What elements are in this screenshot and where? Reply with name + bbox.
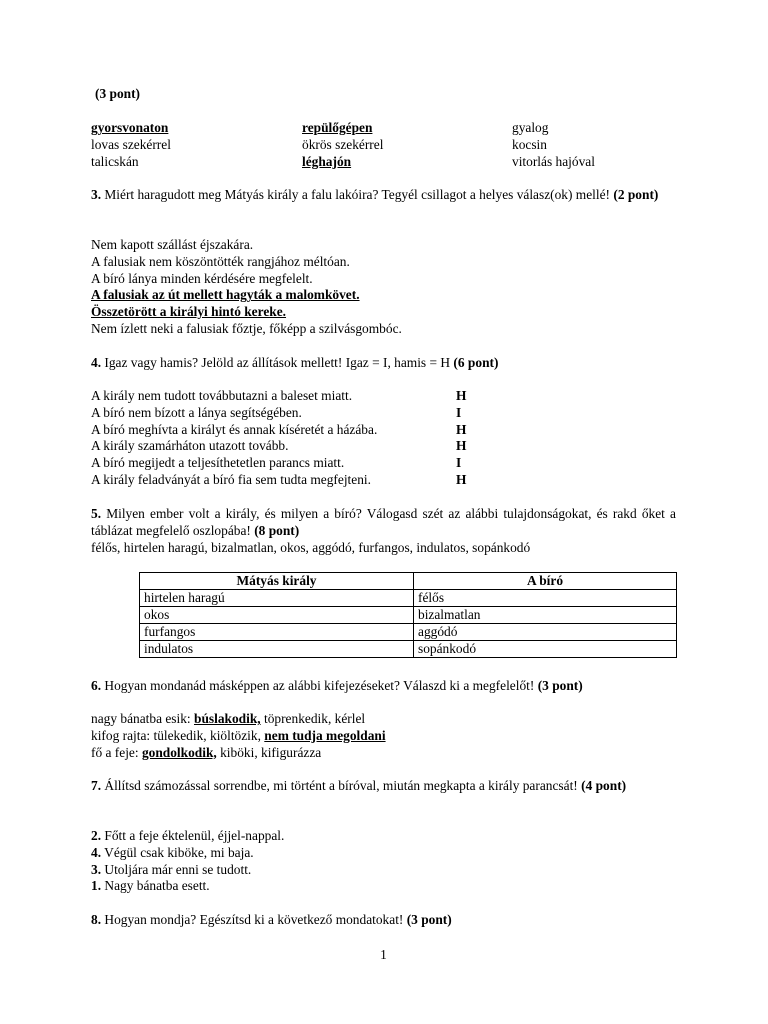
q4-answer: I bbox=[456, 455, 462, 471]
q4-text: Igaz vagy hamis? Jelöld az állítások mellett! Igaz = I, hamis = H bbox=[101, 355, 454, 370]
q8-points: (3 pont) bbox=[406, 912, 452, 927]
q5-points: (8 pont) bbox=[254, 522, 300, 538]
q7-question bbox=[91, 778, 676, 795]
q6-text: Hogyan mondanád másképpen az alábbi kifejezéseket? Válaszd ki a megfelelőt! bbox=[101, 678, 538, 693]
table-cell: furfangos bbox=[140, 624, 414, 641]
q6-points: (3 pont) bbox=[537, 678, 583, 693]
q2-options-grid bbox=[91, 120, 676, 170]
q7-points: (4 pont) bbox=[581, 778, 627, 793]
q2-option: léghajón bbox=[302, 153, 352, 169]
table-cell: bizalmatlan bbox=[414, 607, 677, 624]
q7-item-text: Utoljára már enni se tudott. bbox=[101, 861, 252, 877]
q2-option: repülőgépen bbox=[302, 120, 373, 135]
q6-line bbox=[91, 728, 676, 745]
q6-prefix: kifog rajta: tülekedik, kiöltözik, bbox=[91, 727, 265, 743]
table-header-cell: Mátyás király bbox=[140, 573, 414, 590]
q2-option: gyorsvonaton bbox=[91, 120, 169, 135]
q3-option: Nem kapott szállást éjszakára. bbox=[91, 237, 254, 252]
table-row bbox=[140, 607, 677, 624]
q5-question bbox=[91, 506, 676, 540]
q4-answer: H bbox=[456, 421, 467, 437]
q4-statement: A király feladványát a bíró fia sem tudta megfejteni. bbox=[91, 471, 371, 487]
q4-row bbox=[91, 438, 676, 455]
q6-prefix: fő a feje: bbox=[91, 744, 142, 760]
q2-points: (3 pont) bbox=[95, 86, 141, 101]
q6-line bbox=[91, 711, 676, 728]
q4-points: (6 pont) bbox=[453, 355, 499, 370]
q6-lines bbox=[91, 711, 676, 761]
q5-number: 5. bbox=[91, 506, 102, 521]
q6-answer: gondolkodik, bbox=[141, 744, 217, 760]
q2-option: kocsin bbox=[512, 136, 547, 152]
table-cell: sopánkodó bbox=[414, 641, 677, 658]
q7-items bbox=[91, 828, 676, 895]
q2-option: vitorlás hajóval bbox=[512, 153, 595, 169]
q4-row bbox=[91, 455, 676, 472]
q4-row bbox=[91, 422, 676, 439]
table-header-cell: A bíró bbox=[414, 573, 677, 590]
q4-row bbox=[91, 405, 676, 422]
q7-number: 7. bbox=[91, 778, 102, 793]
q4-statement: A király nem tudott továbbutazni a baleset miatt. bbox=[91, 388, 353, 403]
q4-answer: I bbox=[456, 404, 462, 420]
q3-number: 3. bbox=[91, 187, 102, 202]
q6-rest: kiböki, kifigurázza bbox=[216, 744, 322, 760]
table-cell: félős bbox=[414, 590, 677, 607]
q7-item-number: 3. bbox=[91, 861, 102, 877]
page-number: 1 bbox=[380, 947, 387, 962]
q3-option: A bíró lánya minden kérdésére megfelelt. bbox=[91, 270, 313, 286]
q5-table bbox=[139, 572, 677, 658]
q4-row bbox=[91, 388, 676, 405]
q3-option-correct: A falusiak az út mellett hagyták a malomkövet. bbox=[91, 287, 360, 303]
q2-option: gyalog bbox=[512, 120, 549, 135]
q7-item-number: 1. bbox=[91, 878, 102, 894]
q3-options bbox=[91, 237, 676, 338]
q2-option: lovas szekérrel bbox=[91, 136, 171, 152]
q7-item-text: Végül csak kiböke, mi baja. bbox=[101, 844, 254, 860]
q7-item-text: Nagy bánatba esett. bbox=[101, 878, 210, 894]
q4-statement: A bíró nem bízott a lánya segítségében. bbox=[91, 404, 302, 420]
q7-item bbox=[91, 845, 676, 862]
q7-item-number: 2. bbox=[91, 828, 102, 843]
q3-text: Miért haragudott meg Mátyás király a falu lakóira? Tegyél csillagot a helyes válasz(ok) mellé! bbox=[101, 187, 614, 202]
q2-option: talicskán bbox=[91, 153, 139, 169]
q6-prefix: nagy bánatba esik: bbox=[91, 711, 194, 726]
table-cell: hirtelen haragú bbox=[140, 590, 414, 607]
q4-answer: H bbox=[456, 471, 467, 487]
q4-statements bbox=[91, 388, 676, 489]
q2-option: ökrös szekérrel bbox=[302, 136, 384, 152]
q4-number: 4. bbox=[91, 355, 102, 370]
q6-answer: nem tudja megoldani bbox=[264, 727, 386, 743]
q6-number: 6. bbox=[91, 678, 102, 693]
table-cell: okos bbox=[140, 607, 414, 624]
table-cell: indulatos bbox=[140, 641, 414, 658]
q6-question bbox=[91, 678, 676, 695]
q3-question bbox=[91, 187, 676, 204]
q5-word-list: félős, hirtelen haragú, bizalmatlan, okos, aggódó, furfangos, indulatos, sopánkodó bbox=[91, 540, 531, 555]
q8-text: Hogyan mondja? Egészítsd ki a következő mondatokat! bbox=[101, 912, 407, 927]
q6-answer: búslakodik, bbox=[194, 711, 261, 726]
q7-text: Állítsd számozással sorrendbe, mi történt a bíróval, miután megkapta a király parancsát! bbox=[101, 778, 582, 793]
q7-item-text: Főtt a feje éktelenül, éjjel-nappal. bbox=[101, 828, 285, 843]
q6-line bbox=[91, 745, 676, 762]
table-header-row bbox=[140, 573, 677, 590]
q7-item bbox=[91, 878, 676, 895]
q5-text: Milyen ember volt a király, és milyen a bíró? Válogasd szét az alábbi tulajdonságokat, és rakd őket a táblázat megfelelő oszlopába! bbox=[91, 506, 676, 538]
table-row bbox=[140, 624, 677, 641]
q3-points: (2 pont) bbox=[613, 187, 659, 202]
q3-option-correct: Összetörött a királyi hintó kereke. bbox=[91, 304, 287, 320]
q7-item-number: 4. bbox=[91, 844, 102, 860]
q7-item bbox=[91, 828, 676, 845]
q4-statement: A király szamárháton utazott tovább. bbox=[91, 438, 289, 454]
q4-statement: A bíró meghívta a királyt és annak kíséretét a házába. bbox=[91, 421, 378, 437]
q3-option: Nem ízlett neki a falusiak főztje, főképp a szilvásgombóc. bbox=[91, 320, 402, 336]
q3-option: A falusiak nem köszöntötték rangjához méltóan. bbox=[91, 253, 350, 269]
q8-question bbox=[91, 912, 676, 929]
q7-item bbox=[91, 862, 676, 879]
table-cell: aggódó bbox=[414, 624, 677, 641]
q4-row bbox=[91, 472, 676, 489]
q4-answer: H bbox=[456, 388, 467, 403]
q6-rest: töprenkedik, kérlel bbox=[260, 711, 366, 726]
q8-number: 8. bbox=[91, 912, 102, 927]
q4-statement: A bíró megijedt a teljesíthetetlen parancs miatt. bbox=[91, 455, 345, 471]
table-row bbox=[140, 590, 677, 607]
q4-answer: H bbox=[456, 438, 467, 454]
table-row bbox=[140, 641, 677, 658]
q4-question bbox=[91, 355, 676, 372]
